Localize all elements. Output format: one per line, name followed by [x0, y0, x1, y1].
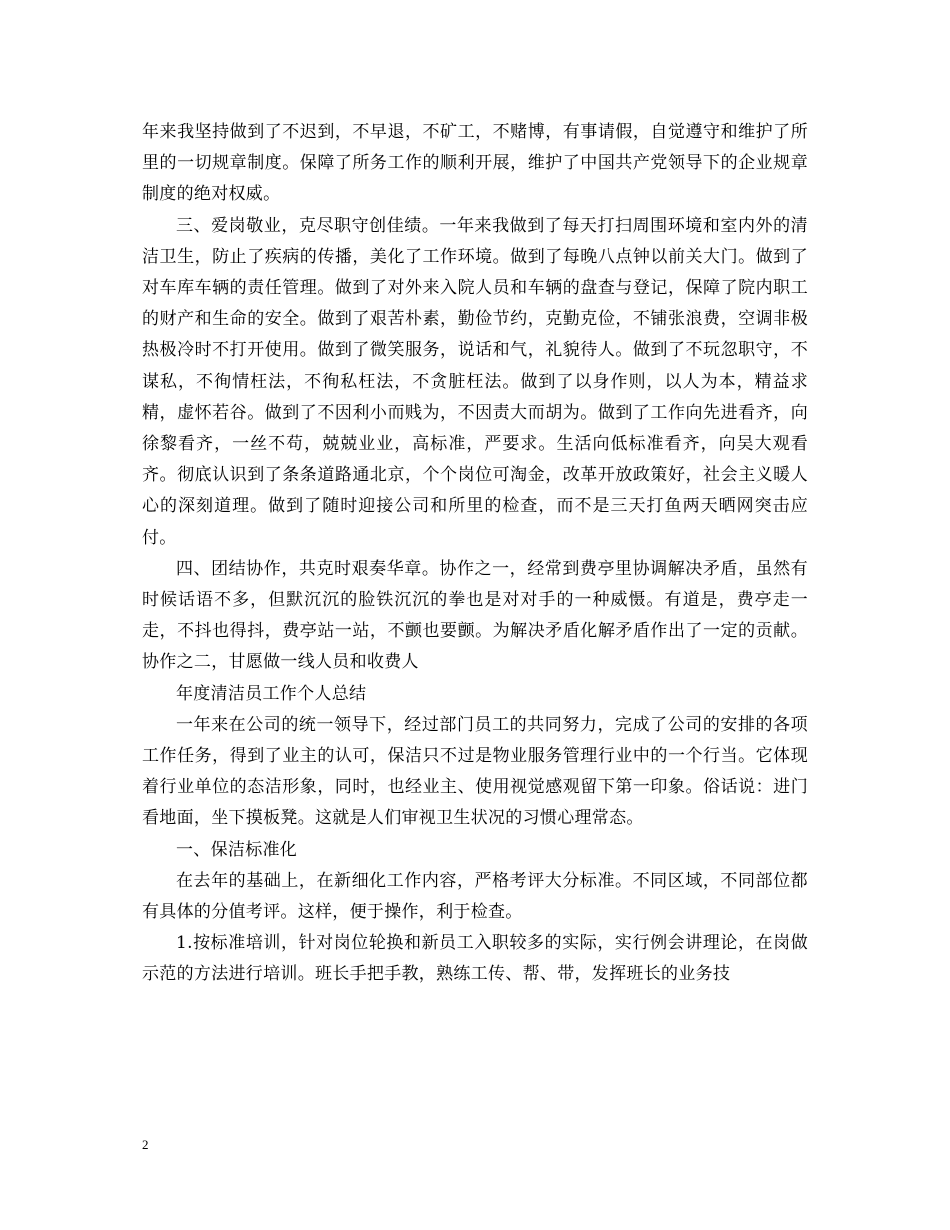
paragraph-4: 一年来在公司的统一领导下，经过部门员工的共同努力，完成了公司的安排的各项工作任务，得到了业主的认可，保洁只不过是物业服务管理行业中的一个行当。它体现着行业单位的态洁形象，同时，也经业主、使用视觉感观留下第一印象。俗话说：进门看地面，坐下摸板凳。这就是人们审视卫生状况的习惯心理常态。	[142, 714, 808, 829]
subheading-1: 一、保洁标准化	[176, 839, 298, 860]
paragraph-1: 年来我坚持做到了不迟到，不早退，不矿工，不赌博，有事请假，自觉遵守和维护了所里的一切规章制度。保障了所务工作的顺利开展，维护了中国共产党领导下的企业规章制度的绝对权威。	[142, 122, 808, 205]
page-number: 2	[142, 1137, 149, 1152]
section-title: 年度清洁员工作个人总结	[176, 683, 367, 704]
paragraph-2: 三、爱岗敬业，克尽职守创佳绩。一年来我做到了每天打扫周围环境和室内外的清洁卫生，防止了疾病的传播，美化了工作环境。做到了每晚八点钟以前关大门。做到了对车库车辆的责任管理。做到了对外来入院人员和车辆的盘查与登记，保障了院内职工的财产和生命的安全。做到了艰苦朴素，勤俭节约，克勤克俭，不铺张浪费，空调非极热极冷时不打开使用。做到了微笑服务，说话和气，礼貌待人。做到了不玩忽职守，不谋私，不徇情枉法，不徇私枉法，不贪脏枉法。做到了以身作则，以人为本，精益求精，虚怀若谷。做到了不因利小而贱为，不因责大而胡为。做到了工作向先进看齐，向徐黎看齐，一丝不苟，兢兢业业，高标准，严要求。生活向低标准看齐，向吴大观看齐。彻底认识到了条条道路通北京，个个岗位可淘金，改革开放政策好，社会主义暖人心的深刻道理。做到了随时迎接公司和所里的检查，而不是三天打鱼两天晒网突击应付。	[142, 215, 808, 548]
paragraph-3: 四、团结协作，共克时艰奏华章。协作之一，经常到费亭里协调解决矛盾，虽然有时候话语不多，但默沉沉的脸铁沉沉的拳也是对对手的一种威慑。有道是，费亭走一走，不抖也得抖，费亭站一站，不颤也要颤。为解决矛盾化解矛盾作出了一定的贡献。协作之二，甘愿做一线人员和收费人	[142, 558, 808, 673]
paragraph-5: 在去年的基础上，在新细化工作内容，严格考评大分标准。不同区域，不同部位都有具体的分值考评。这样，便于操作，利于检查。	[142, 870, 808, 923]
paragraph-6: 1.按标准培训，针对岗位轮换和新员工入职较多的实际，实行例会讲理论，在岗做示范的方法进行培训。班长手把手教，熟练工传、帮、带，发挥班长的业务技	[142, 933, 808, 985]
document-body	[142, 117, 808, 991]
